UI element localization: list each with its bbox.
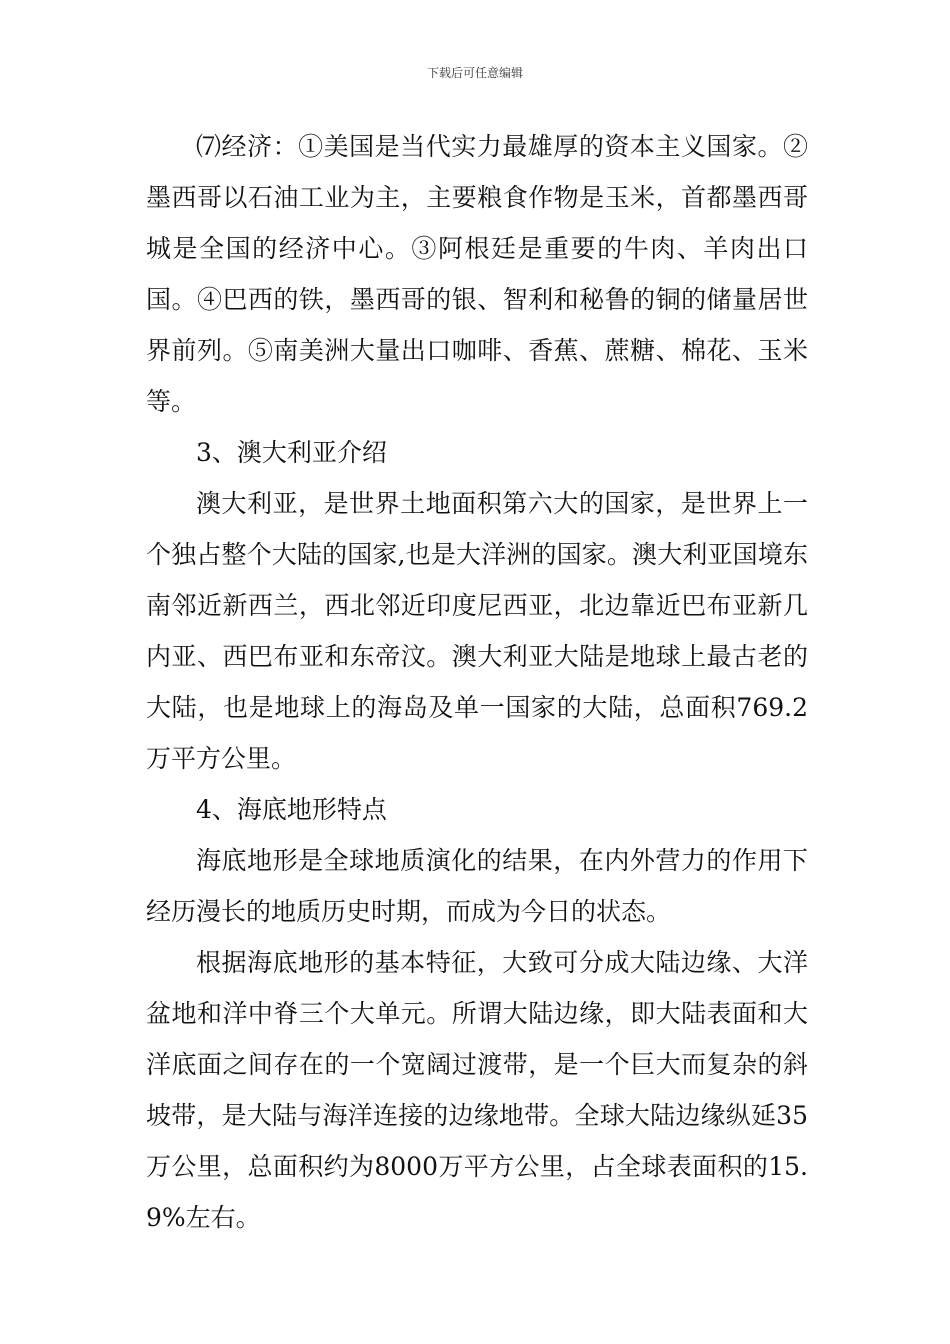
document-body — [146, 121, 808, 1243]
paragraph-seafloor-units: 根据海底地形的基本特征，大致可分成大陆边缘、大洋盆地和洋中脊三个大单元。所谓大陆边缘，即大陆表面和大洋底面之间存在的一个宽阔过渡带，是一个巨大而复杂的斜坡带，是大陆与海洋连接的边缘地带。全球大陆边缘纵延35万公里，总面积约为8000万平方公里，占全球表面积的15.9%左右。 — [146, 948, 808, 1232]
section-heading-australia: 3、澳大利亚介绍 — [196, 438, 387, 467]
section-heading-seafloor: 4、海底地形特点 — [196, 795, 387, 824]
paragraph-economy: ⑺经济：①美国是当代实力最雄厚的资本主义国家。②墨西哥以石油工业为主，主要粮食作物是玉米，首都墨西哥城是全国的经济中心。③阿根廷是重要的牛肉、羊肉出口国。④巴西的铁，墨西哥的银、智利和秘鲁的铜的储量居世界前列。⑤南美洲大量出口咖啡、香蕉、蔗糖、棉花、玉米等。 — [146, 132, 808, 416]
paragraph-australia: 澳大利亚，是世界土地面积第六大的国家，是世界上一个独占整个大陆的国家,也是大洋洲的国家。澳大利亚国境东南邻近新西兰，西北邻近印度尼西亚，北边靠近巴布亚新几内亚、西巴布亚和东帝汶。澳大利亚大陆是地球上最古老的大陆，也是地球上的海岛及单一国家的大陆，总面积769.2万平方公里。 — [146, 489, 808, 773]
paragraph-seafloor-origin: 海底地形是全球地质演化的结果，在内外营力的作用下经历漫长的地质历史时期，而成为今日的状态。 — [146, 846, 808, 926]
page-header: 下载后可任意编辑 — [426, 66, 523, 80]
